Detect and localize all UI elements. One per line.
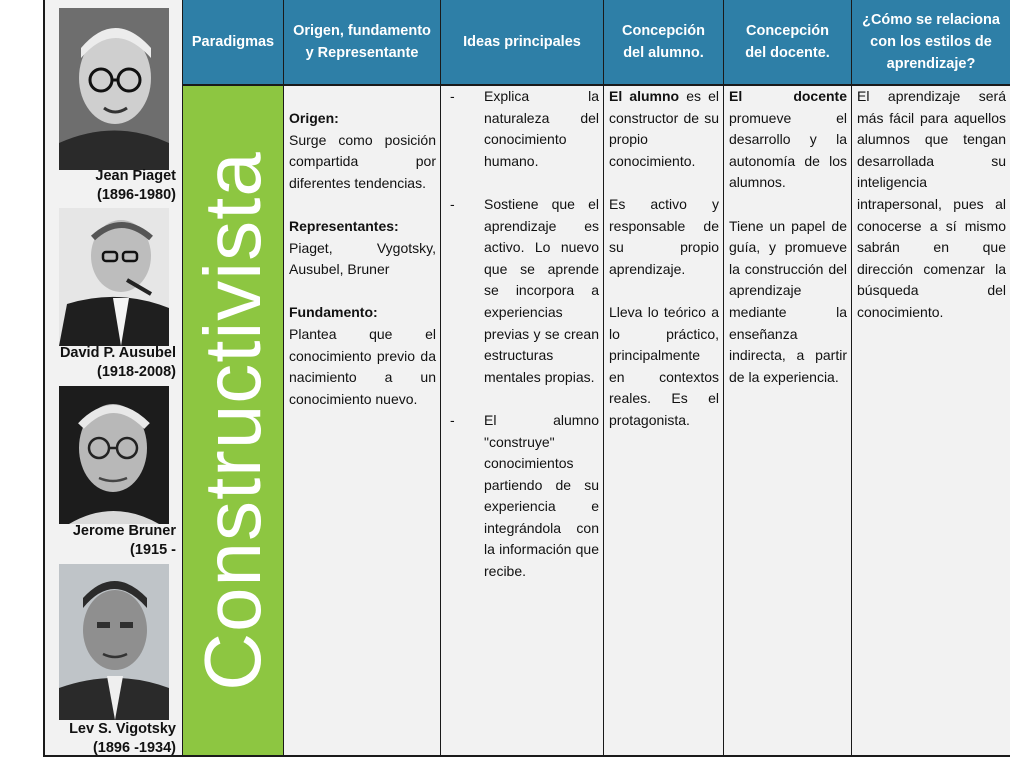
docente-text-1: promueve el desarrollo y la autonomía de los alumnos. xyxy=(729,109,847,191)
idea-item: - Sostiene que el aprendizaje es activo. Lo nuevo que se aprende se incorpora a experiencias previas y se crean estructuras mentales propias. xyxy=(446,194,599,388)
representatives-column xyxy=(45,86,183,755)
fundamento-label: Fundamento: xyxy=(289,304,378,321)
estilos-text: El aprendizaje será más fácil para aquellos alumnos que tengan desarrollada su inteligencia intrapersonal, pues al conocerse a sí mismo sabrán en que dirección comenzar la búsqueda del conocimiento. xyxy=(857,88,1006,320)
caption-piaget xyxy=(95,167,176,205)
origen-text: Surge como posición compartida por diferentes tendencias. xyxy=(289,131,436,191)
caption-ausubel xyxy=(60,344,176,382)
paradigm-label: Constructivista xyxy=(188,150,277,691)
ideas-list xyxy=(446,86,599,583)
portrait-ausubel xyxy=(59,208,169,346)
comparison-table xyxy=(43,0,1010,757)
docente-bold: El docente xyxy=(729,88,847,104)
caption-vigotsky xyxy=(69,720,176,758)
header-estilos: ¿Cómo se relaciona con los estilos de aprendizaje? xyxy=(852,0,1010,86)
ideas-cell xyxy=(441,86,604,755)
alumno-text-1: es el constructor de su propio conocimiento. xyxy=(609,88,719,169)
docente-text-2: Tiene un papel de guía, y promueve la construcción del aprendizaje mediante la enseñanza indirecta, a partir de la experiencia. xyxy=(729,217,847,385)
portrait-vigotsky xyxy=(59,564,169,720)
years-ausubel: (1918-2008) xyxy=(97,364,176,380)
estilos-cell xyxy=(852,86,1010,755)
alumno-cell xyxy=(604,86,724,755)
years-vigotsky: (1896 -1934) xyxy=(92,740,176,756)
name-ausubel: David P. Ausubel xyxy=(59,345,176,361)
docente-cell xyxy=(724,86,852,755)
years-piaget: (1896-1980) xyxy=(97,187,176,203)
origen-label: Origen: xyxy=(289,110,339,126)
header-ideas: Ideas principales xyxy=(441,0,604,86)
alumno-text-3: Lleva lo teórico a lo práctico, principalmente en contextos reales. Es el protagonista. xyxy=(609,303,719,428)
header-alumno: Concepción del alumno. xyxy=(604,0,724,86)
idea-item: - El alumno "construye" conocimientos partiendo de su experiencia e integrándola con la información que recibe. xyxy=(446,410,599,583)
alumno-bold: El alumno xyxy=(609,88,680,104)
years-bruner: (1915 - xyxy=(130,542,176,558)
paradigm-cell xyxy=(183,86,284,755)
representantes-label: Representantes: xyxy=(289,217,399,234)
header-origen: Origen, fundamento y Representante xyxy=(284,0,441,86)
portrait-piaget xyxy=(59,8,169,170)
representantes-text: Piaget, Vygotsky, Ausubel, Bruner xyxy=(289,239,436,278)
name-vigotsky: Lev S. Vigotsky xyxy=(69,721,176,737)
name-piaget: Jean Piaget xyxy=(95,168,176,184)
header-docente: Concepción del docente. xyxy=(724,0,852,86)
portrait-bruner xyxy=(59,386,169,524)
origen-cell xyxy=(284,86,441,755)
caption-bruner xyxy=(73,522,176,560)
idea-item: - Explica la naturaleza del conocimiento humano. xyxy=(446,86,599,172)
fundamento-text: Plantea que el conocimiento previo da nacimiento a un conocimiento nuevo. xyxy=(289,325,436,407)
header-paradigmas: Paradigmas xyxy=(183,0,284,86)
alumno-text-2: Es activo y responsable de su propio aprendizaje. xyxy=(609,195,719,277)
name-bruner: Jerome Bruner xyxy=(72,523,176,539)
